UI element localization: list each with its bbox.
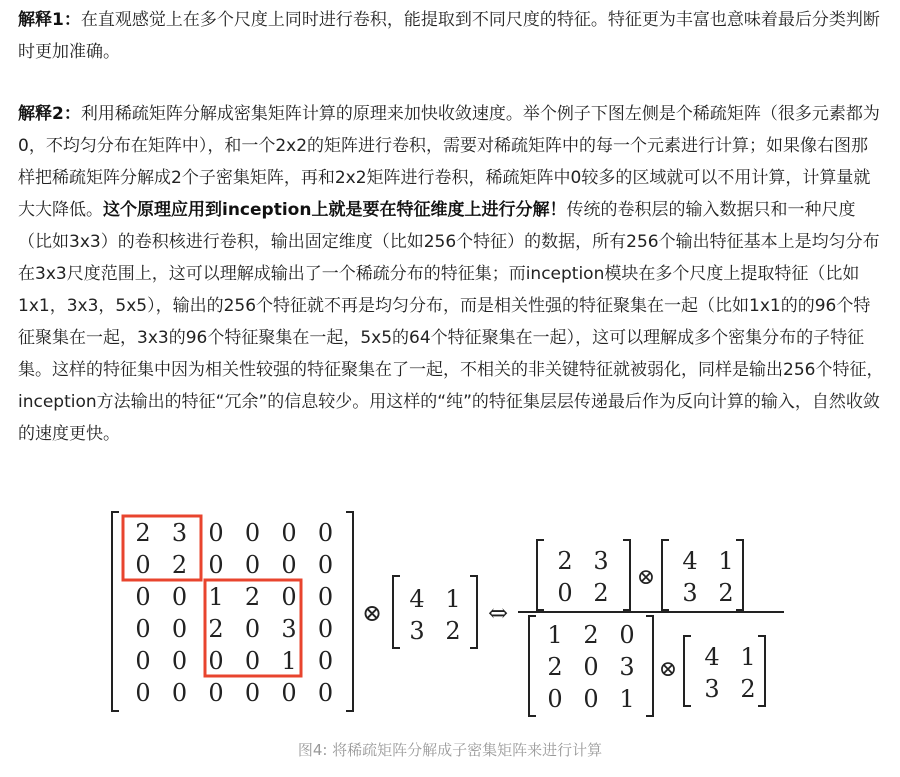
sparse-matrix-cell: 0: [317, 583, 334, 611]
sparse-matrix-cell: 0: [281, 551, 297, 579]
sparse-matrix-cell: 0: [171, 647, 188, 675]
sparse-matrix-cell: 0: [135, 615, 151, 643]
kernel-matrix-2-bottom-cell: 1: [740, 643, 756, 671]
dense-block-2-cell: 0: [547, 685, 563, 713]
dense-block-1-cell: 3: [593, 547, 609, 575]
sparse-matrix-cell: 0: [208, 519, 224, 547]
dense-block-2-cell: 0: [619, 621, 635, 649]
sparse-matrix-cell: 0: [317, 551, 334, 579]
explanation-2-bold-text: 这个原理应用到inception上就是要在特征维度上进行分解！: [103, 200, 567, 220]
sparse-matrix-cell: 2: [135, 519, 151, 547]
sparse-matrix-cell: 0: [208, 551, 224, 579]
kernel-matrix-2-top-cell: 4: [682, 547, 698, 575]
sparse-matrix-cell: 0: [281, 519, 297, 547]
convolution-operator-2: ⊗: [636, 565, 656, 590]
sparse-matrix-cell: 0: [135, 679, 151, 707]
dense-block-1-cell: 0: [557, 579, 573, 607]
kernel-matrix-1-cell: 4: [409, 585, 425, 613]
kernel-matrix-2-bottom-cell: 4: [704, 643, 720, 671]
paragraph-explanation-1: [18, 4, 884, 68]
matrix-figure-svg: [108, 506, 798, 718]
sparse-matrix-cell: 0: [171, 583, 188, 611]
kernel-matrix-1-cell: 2: [445, 617, 461, 645]
explanation-1-text: 在直观感觉上在多个尺度上同时进行卷积，能提取到不同尺度的特征。特征更为丰富也意味着最后分类判断时更加准确。: [18, 10, 880, 62]
dense-block-2-cell: 1: [547, 621, 563, 649]
sparse-matrix-cell: 1: [281, 647, 297, 675]
explanation-1-label: 解释1：: [18, 10, 81, 30]
sparse-matrix-cell: 0: [135, 551, 151, 579]
dense-block-2-cell: 2: [583, 621, 599, 649]
figure-caption: 图4: 将稀疏矩阵分解成子密集矩阵来进行计算: [297, 741, 603, 759]
sparse-matrix-cell: 0: [317, 615, 334, 643]
dense-block-1-cell: 2: [593, 579, 609, 607]
dense-block-2-cell: 1: [619, 685, 635, 713]
kernel-matrix-1-cell: 1: [445, 585, 461, 613]
sparse-matrix-cell: 0: [244, 551, 261, 579]
sparse-matrix-cell: 1: [208, 583, 224, 611]
kernel-matrix-2-top-cell: 2: [718, 579, 734, 607]
dense-block-1-cell: 2: [557, 547, 573, 575]
convolution-operator-1: ⊗: [361, 599, 383, 627]
dense-block-2-cell: 2: [547, 653, 563, 681]
sparse-matrix-cell: 0: [135, 583, 151, 611]
kernel-matrix-2-top-cell: 3: [682, 579, 698, 607]
sparse-matrix-cell: 0: [208, 679, 224, 707]
kernel-matrix-1-cell: 3: [409, 617, 425, 645]
convolution-operator-3: ⊗: [658, 657, 678, 682]
sparse-matrix-cell: 2: [208, 615, 224, 643]
sparse-matrix-cell: 0: [244, 679, 261, 707]
sparse-matrix-cell: 0: [135, 647, 151, 675]
sparse-matrix-cell: 0: [244, 647, 261, 675]
sparse-matrix-cell: 0: [171, 615, 188, 643]
sparse-matrix-cell: 0: [281, 583, 297, 611]
sparse-matrix-cell: 2: [171, 551, 188, 579]
kernel-matrix-2-bottom-cell: 3: [704, 675, 720, 703]
dense-block-2-cell: 3: [619, 653, 635, 681]
paragraph-explanation-2: [18, 98, 884, 450]
sparse-matrix-cell: 0: [317, 679, 334, 707]
sparse-matrix-cell: 0: [281, 679, 297, 707]
sparse-matrix-cell: 0: [244, 519, 261, 547]
sparse-matrix-cell: 0: [317, 647, 334, 675]
dense-block-2-cell: 0: [583, 685, 599, 713]
dense-block-2-cell: 0: [583, 653, 599, 681]
kernel-matrix-2-bottom-cell: 2: [740, 675, 756, 703]
equivalence-symbol: ⇔: [487, 599, 509, 627]
sparse-matrix-cell: 0: [244, 615, 261, 643]
explanation-2-text-a: 利用稀疏矩阵分解成密集矩阵计算的原理来加快收敛速度。举个例子下图左侧是个稀疏矩阵（很多元素都为0，不均匀分布在矩阵中），和一个2x2的矩阵进行卷积，需要对稀疏矩阵中的每一个元素进行计算；如果像右图那样把稀疏矩阵分解成2个子密集矩阵，再和2x2矩阵进行卷积，稀疏矩阵中0较多的区域就可以不用计算，计算量就大大降低。: [18, 104, 880, 220]
kernel-matrix-2-top-cell: 1: [718, 547, 734, 575]
sparse-matrix-cell: 3: [281, 615, 297, 643]
explanation-2-label: 解释2：: [18, 104, 81, 124]
sparse-matrix-cell: 3: [171, 519, 188, 547]
sparse-matrix-cell: 0: [171, 679, 188, 707]
explanation-2-text-b: 传统的卷积层的输入数据只和一种尺度（比如3x3）的卷积核进行卷积，输出固定维度（比如256个特征）的数据，所有256个输出特征基本上是均匀分布在3x3尺度范围上，这可以理解成输出了一个稀疏分布的特征集；而inception模块在多个尺度上提取特征（比如1x1，3x3，5x5），输出的256个特征就不再是均匀分布，而是相关性强的特征聚集在一起（比如1x1的的96个特征聚集在一起，3x3的96个特征聚集在一起，5x5的64个特征聚集在一起），这可以理解成多个密集分布的子特征集。这样的特征集中因为相关性较强的特征聚集在了一起，不相关的非关键特征就被弱化，同样是输出256个特征，inception方法输出的特征“冗余”的信息较少。用这样的“纯”的特征集层层传递最后作为反向计算的输入，自然收敛的速度更快。: [18, 200, 884, 444]
matrix-decomposition-figure: [108, 506, 798, 718]
sparse-matrix-cell: 2: [244, 583, 261, 611]
sparse-matrix-cell: 0: [208, 647, 224, 675]
sparse-matrix-cell: 0: [317, 519, 334, 547]
